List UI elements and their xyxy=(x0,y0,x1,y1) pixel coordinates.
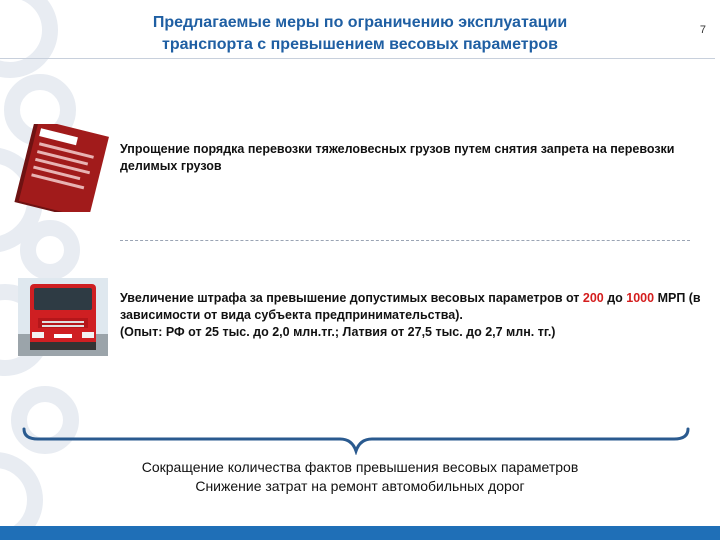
page-number: 7 xyxy=(699,24,706,36)
title-divider xyxy=(0,58,715,59)
outcome-line-1: Сокращение количества фактов превышения весовых параметров xyxy=(141,459,579,475)
expected-outcome xyxy=(60,458,660,496)
measure-2-text xyxy=(120,290,710,341)
slide-title xyxy=(90,12,630,56)
red-truck-image xyxy=(18,278,108,356)
book-cover-image xyxy=(6,124,114,212)
curly-brace-connector xyxy=(20,425,692,455)
bottom-accent-bar xyxy=(0,526,720,540)
measure-2-text-part2: до xyxy=(603,291,627,305)
measure-2-experience-line: (Опыт: РФ от 25 тыс. до 2,0 млн.тг.; Латвия от 27,5 тыс. до 2,7 млн. тг.) xyxy=(120,325,556,339)
outcome-line-2: Снижение затрат на ремонт автомобильных дорог xyxy=(195,478,525,494)
measure-2-text-part3: МРП (в зависимости от вида субъекта предпринимательства). xyxy=(120,291,701,322)
dashed-separator xyxy=(120,240,690,241)
measure-2-text-part1: Увеличение штрафа за превышение допустимых весовых параметров от xyxy=(120,291,583,305)
fine-from-value: 200 xyxy=(582,291,604,305)
measure-1-text: Упрощение порядка перевозки тяжеловесных грузов путем снятия запрета на перевозки делимых грузов xyxy=(120,142,675,173)
fine-to-value: 1000 xyxy=(626,291,655,305)
title-line-2: транспорта с превышением весовых параметров xyxy=(162,36,558,53)
title-line-1: Предлагаемые меры по ограничению эксплуатации xyxy=(152,14,568,31)
